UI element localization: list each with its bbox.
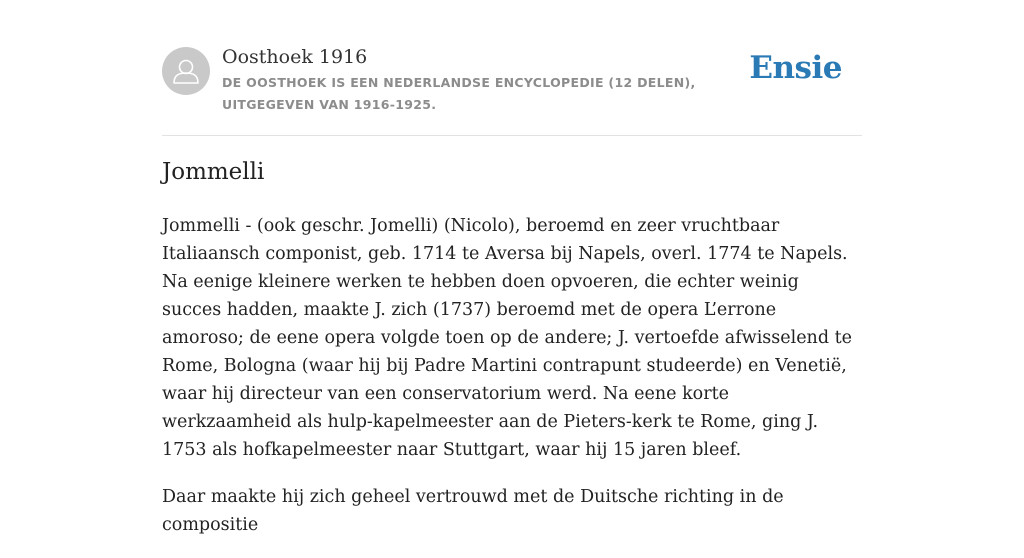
article-paragraph: Jommelli - (ook geschr. Jomelli) (Nicolo), beroemd en zeer vruchtbaar Italiaansch componist, geb. 1714 te Aversa bij Napels, overl. 1774 te Napels. Na eenige kleinere werken te hebben doen opvoeren, die echter weinig succes hadden, maakte J. zich (1737) beroemd met de opera L’errone amoroso; de eene opera volgde toen op de andere; J. vertoefde afwisselend te Rome, Bologna (waar hij bij Padre Martini contrapunt studeerde) en Venetië, waar hij directeur van een conservatorium werd. Na eene korte werkzaamheid als hulp-kapelmeester aan de Pieters-kerk te Rome, ging J. 1753 als hofkapelmeester naar Stuttgart, waar hij 15 jaren bleef. — [162, 216, 852, 460]
ensie-logo-link[interactable]: Ensie — [749, 50, 842, 86]
article-body — [162, 212, 862, 558]
source-name-link[interactable]: Oosthoek 1916 — [222, 46, 368, 68]
article-title: Jommelli — [162, 159, 265, 185]
article-paragraph: Daar maakte hij zich geheel vertrouwd met de Duitsche richting in de compositie — [162, 487, 784, 535]
user-silhouette-icon — [162, 47, 210, 95]
avatar[interactable] — [162, 47, 210, 95]
source-header — [162, 0, 862, 136]
page — [162, 0, 862, 535]
source-description: DE OOSTHOEK IS EEN NEDERLANDSE ENCYCLOPEDIE (12 DELEN), UITGEGEVEN VAN 1916-1925. — [222, 75, 696, 112]
